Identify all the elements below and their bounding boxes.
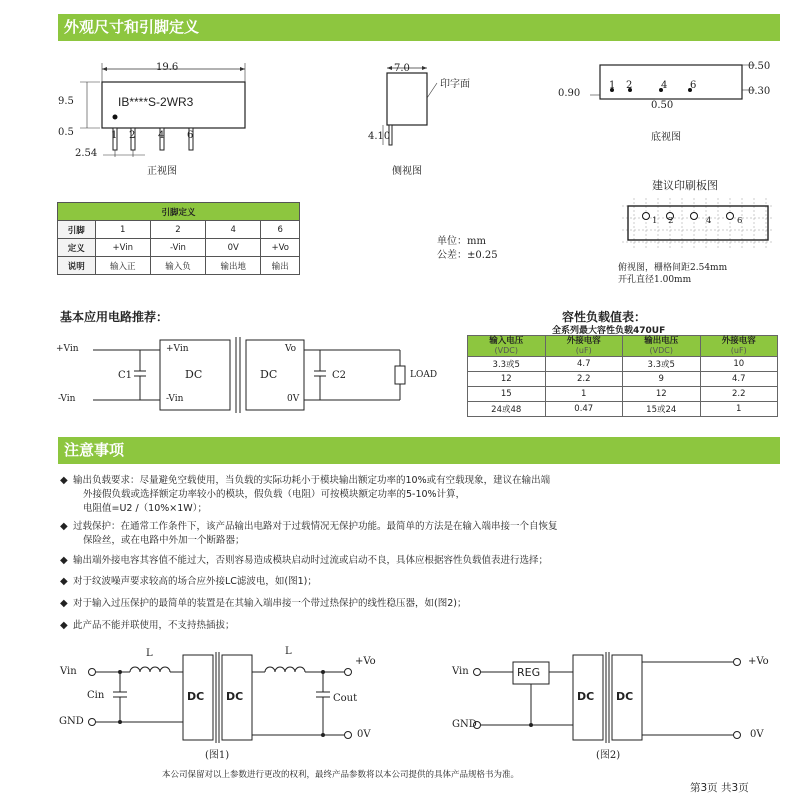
pcb-title: 建议印刷板图 xyxy=(652,179,718,192)
table-cell: 0.47 xyxy=(545,402,623,417)
front-pin-1: 1 xyxy=(111,130,118,141)
tolerance-text: 公差：±0.25 xyxy=(437,250,498,261)
front-height-dim: 9.5 xyxy=(58,96,74,107)
fig1-cout: Cout xyxy=(333,693,358,704)
table-cell: 3.3或5 xyxy=(623,357,701,372)
table-cell: +Vin xyxy=(95,239,150,257)
module-model-label: IB****S-2WR3 xyxy=(118,95,194,109)
fig1-cin: Cin xyxy=(87,690,105,701)
fig2-gnd: GND xyxy=(452,719,477,730)
side-width-dim: 7.0 xyxy=(394,63,410,74)
bottom-dim-right: 0.30 xyxy=(748,86,771,97)
fig1-l-out: L xyxy=(285,646,292,657)
note-item: ◆ 对于纹波噪声要求较高的场合应外接LC滤波电，如(图1)； xyxy=(60,576,317,587)
table-cell: 12 xyxy=(623,387,701,402)
bottom-dim-left: 0.90 xyxy=(558,88,581,99)
table-row xyxy=(468,372,778,387)
table-row xyxy=(468,402,778,417)
pcb-note-grid: 俯视图，栅格间距2.54mm xyxy=(618,263,728,273)
circuit-c2: C2 xyxy=(332,370,347,381)
dc1-block-label: DC xyxy=(185,368,203,381)
table-header: 输出电压 (VDC) xyxy=(623,336,701,357)
table-header: 外接电容 (uF) xyxy=(700,336,778,357)
fig1-vin: Vin xyxy=(60,666,77,677)
table-row xyxy=(58,239,300,257)
pcb-note-hole: 开孔直径1.00mm xyxy=(618,275,692,285)
fig2-dc2: DC xyxy=(616,690,634,703)
fig2-0v: 0V xyxy=(750,729,764,740)
side-view-caption: 侧视图 xyxy=(392,166,422,177)
pcb-grid xyxy=(622,198,774,248)
circuit-load: LOAD xyxy=(410,370,438,380)
basic-circuit-diagram xyxy=(55,335,445,415)
dc1-in-pos: +Vin xyxy=(166,344,189,354)
circuit-vin-pos: +Vin xyxy=(56,344,79,354)
table-row xyxy=(58,257,300,275)
page-number: 第3页 共3页 xyxy=(690,782,749,794)
table-header-row xyxy=(468,336,778,357)
bottom-dim-bottom: 0.50 xyxy=(651,100,674,111)
table-row xyxy=(468,387,778,402)
bottom-pin-4: 4 xyxy=(661,80,668,91)
dc2-block-label: DC xyxy=(260,368,278,381)
table-cell: 4 xyxy=(206,221,261,239)
table-cell: 10 xyxy=(700,357,778,372)
fig1-l-in: L xyxy=(146,648,153,659)
note-item: ◆ 输出端外接电容其容值不能过大，否则容易造成模块启动时过流或启动不良，具体应根据容性负载值表进行选择； xyxy=(60,555,549,566)
table-cell: 输出 xyxy=(261,257,300,275)
bottom-view-caption: 底视图 xyxy=(651,132,681,143)
fig2-vo: +Vo xyxy=(748,656,769,667)
table-cell: 24或48 xyxy=(468,402,546,417)
table-header: 外接电容 (uF) xyxy=(545,336,623,357)
fig2-vin: Vin xyxy=(452,666,469,677)
bottom-dim-top: 0.50 xyxy=(748,61,771,72)
table-cell: 9 xyxy=(623,372,701,387)
note-continuation: 电阻值=U2 /（10%×1W）； xyxy=(83,503,207,514)
circuit-c1: C1 xyxy=(118,370,133,381)
cap-table-subtitle: 全系列最大容性负载470UF xyxy=(552,326,666,336)
fig1-dc1: DC xyxy=(187,690,205,703)
table-cell: 定义 xyxy=(58,239,96,257)
table-row xyxy=(468,357,778,372)
fig1-gnd: GND xyxy=(59,716,84,727)
table-cell: 15或24 xyxy=(623,402,701,417)
note-item: ◆ 此产品不能并联使用，不支持热插拔； xyxy=(60,620,235,631)
unit-text: 单位：mm xyxy=(437,236,486,247)
table-cell: 输出地 xyxy=(206,257,261,275)
note-continuation: 保险丝，或在电路中外加一个断路器； xyxy=(83,535,245,546)
table-cell: 6 xyxy=(261,221,300,239)
table-cell: 3.3或5 xyxy=(468,357,546,372)
pcb-pin-4: 4 xyxy=(706,216,712,226)
table-cell: 4.7 xyxy=(545,357,623,372)
front-pin-6: 6 xyxy=(187,130,194,141)
dc1-in-neg: -Vin xyxy=(166,394,184,404)
footer-disclaimer: 本公司保留对以上参数进行更改的权利，最终产品参数将以本公司提供的具体产品规格书为准。 xyxy=(162,770,520,780)
note-item: ◆ 过载保护：在通常工作条件下，该产品输出电路对于过载情况无保护功能。最简单的方法是在输入端串接一个自恢复 xyxy=(60,521,558,532)
table-cell: 4.7 xyxy=(700,372,778,387)
capacitive-load-table xyxy=(467,335,778,417)
circuit-title: 基本应用电路推荐： xyxy=(60,310,169,324)
front-pin-2: 2 xyxy=(129,130,136,141)
table-cell: 引脚 xyxy=(58,221,96,239)
cap-table-title: 容性负载值表： xyxy=(562,310,647,324)
front-view-caption: 正视图 xyxy=(147,166,177,177)
circuit-vo: Vo xyxy=(285,344,297,354)
table-cell: 0V xyxy=(206,239,261,257)
table-cell: 1 xyxy=(95,221,150,239)
note-item: ◆ 输出负载要求：尽量避免空载使用，当负载的实际功耗小于模块输出额定功率的10%或有空载现象，建议在输出端 xyxy=(60,475,551,486)
table-cell: 1 xyxy=(545,387,623,402)
pcb-pin-1: 1 xyxy=(652,216,658,226)
section-header-notes: 注意事项 xyxy=(58,437,780,464)
front-pitch-dim: 2.54 xyxy=(75,148,98,159)
table-cell: 说明 xyxy=(58,257,96,275)
table-row xyxy=(58,221,300,239)
pin-table-title: 引脚定义 xyxy=(58,203,300,221)
table-cell: 2 xyxy=(150,221,205,239)
note-item: ◆ 对于输入过压保护的最简单的装置是在其输入端串接一个带过热保护的线性稳压器，如(图2)； xyxy=(60,598,467,609)
fig1-caption: (图1) xyxy=(205,750,230,761)
fig2-caption: (图2) xyxy=(596,750,621,761)
table-cell: 输入负 xyxy=(150,257,205,275)
note-continuation: 外接假负载或选择额定功率较小的模块，假负载（电阻）可按模块额定功率的5-10%计算， xyxy=(83,489,466,500)
marking-face-label: 印字面 xyxy=(440,79,470,90)
table-cell: 12 xyxy=(468,372,546,387)
fig2-dc1: DC xyxy=(577,690,595,703)
table-cell: 2.2 xyxy=(545,372,623,387)
table-cell: +Vo xyxy=(261,239,300,257)
figure2-regulator-diagram xyxy=(445,640,775,755)
table-header: 输入电压 (VDC) xyxy=(468,336,546,357)
front-bottom-dim: 0.5 xyxy=(58,127,74,138)
bottom-pin-6: 6 xyxy=(690,80,697,91)
section-header-dimensions: 外观尺寸和引脚定义 xyxy=(58,14,780,41)
front-width-dim: 19.6 xyxy=(156,62,179,73)
circuit-0v: 0V xyxy=(287,394,300,404)
table-cell: 2.2 xyxy=(700,387,778,402)
pin-definition-table xyxy=(57,202,300,275)
bottom-pin-1: 1 xyxy=(609,80,616,91)
side-pin-length-dim: 4.10 xyxy=(368,131,391,142)
pcb-pin-2: 2 xyxy=(668,216,674,226)
table-cell: 输入正 xyxy=(95,257,150,275)
fig1-0v: 0V xyxy=(357,729,371,740)
fig2-reg: REG xyxy=(517,666,541,679)
front-pin-4: 4 xyxy=(158,130,165,141)
pcb-pin-6: 6 xyxy=(737,216,743,226)
table-cell: 1 xyxy=(700,402,778,417)
table-cell: 15 xyxy=(468,387,546,402)
fig1-vo: +Vo xyxy=(355,656,376,667)
side-view-drawing xyxy=(375,58,475,158)
bottom-pin-2: 2 xyxy=(626,80,633,91)
circuit-vin-neg: -Vin xyxy=(58,394,76,404)
table-cell: -Vin xyxy=(150,239,205,257)
fig1-dc2: DC xyxy=(226,690,244,703)
